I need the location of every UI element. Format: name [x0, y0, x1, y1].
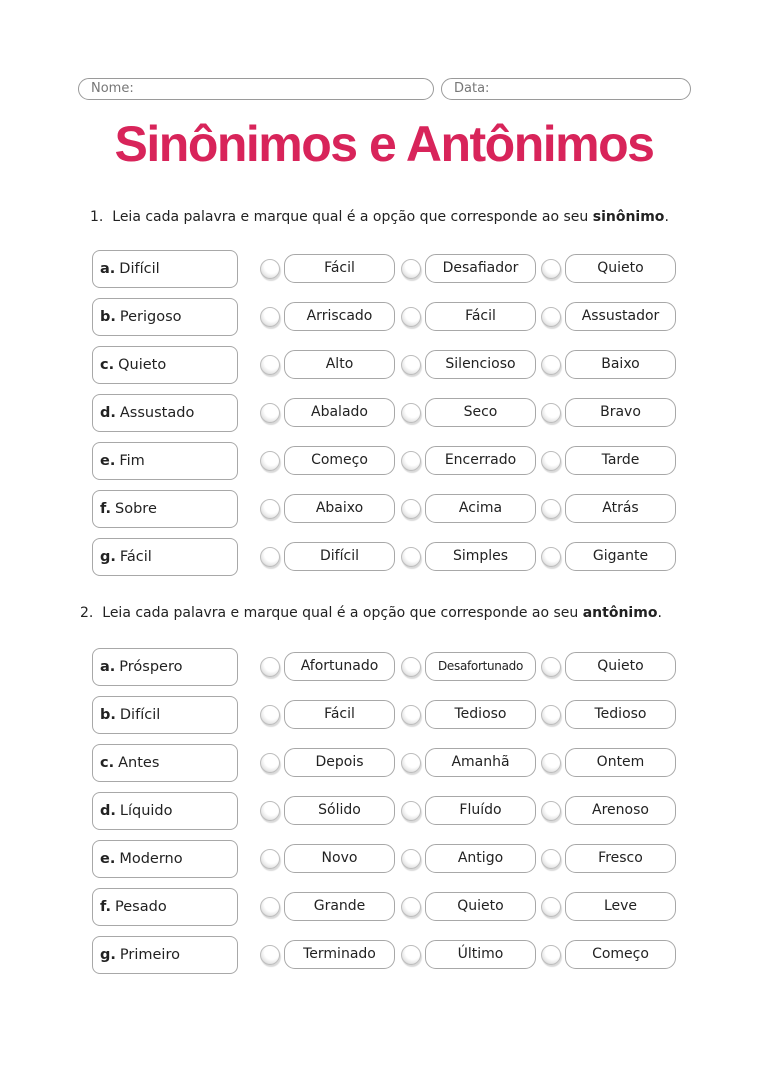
item-letter: d.	[100, 803, 116, 819]
radio-option-3[interactable]	[541, 307, 561, 327]
radio-option-1[interactable]	[260, 945, 280, 965]
item-word: Fim	[119, 453, 145, 469]
item-word: Líquido	[119, 803, 173, 819]
option-1[interactable]: Sólido	[284, 796, 395, 825]
item-letter: g.	[100, 549, 116, 565]
radio-option-1[interactable]	[260, 355, 280, 375]
radio-option-1[interactable]	[260, 705, 280, 725]
radio-option-2[interactable]	[401, 801, 421, 821]
radio-option-3[interactable]	[541, 849, 561, 869]
word-box	[92, 936, 238, 974]
item-letter: f.	[100, 501, 112, 517]
question-row	[0, 792, 768, 840]
item-word: Fácil	[119, 549, 152, 565]
word-box	[92, 442, 238, 480]
item-letter: a.	[100, 261, 116, 277]
option-2[interactable]: Último	[425, 940, 536, 969]
option-3[interactable]: Ontem	[565, 748, 676, 777]
radio-option-2[interactable]	[401, 307, 421, 327]
option-2[interactable]: Amanhã	[425, 748, 536, 777]
option-3[interactable]: Atrás	[565, 494, 676, 523]
radio-option-3[interactable]	[541, 499, 561, 519]
page-title: Sinônimos e Antônimos	[114, 116, 654, 172]
option-2[interactable]: Acima	[425, 494, 536, 523]
radio-option-1[interactable]	[260, 307, 280, 327]
instruction-keyword: antônimo	[582, 605, 658, 621]
option-3[interactable]: Baixo	[565, 350, 676, 379]
item-word: Antes	[118, 755, 160, 771]
question-row	[0, 696, 768, 744]
radio-option-2[interactable]	[401, 945, 421, 965]
word-box	[92, 298, 238, 336]
radio-option-2[interactable]	[401, 657, 421, 677]
radio-option-3[interactable]	[541, 945, 561, 965]
item-word: Assustado	[119, 405, 195, 421]
option-2[interactable]: Antigo	[425, 844, 536, 873]
item-word: Difícil	[119, 707, 161, 723]
name-label: Nome:	[91, 81, 134, 96]
option-3[interactable]: Leve	[565, 892, 676, 921]
option-1[interactable]: Grande	[284, 892, 395, 921]
item-letter: a.	[100, 659, 116, 675]
radio-option-1[interactable]	[260, 403, 280, 423]
instruction-end: .	[664, 209, 669, 225]
item-letter: b.	[100, 309, 116, 325]
option-1[interactable]: Terminado	[284, 940, 395, 969]
question-row	[0, 490, 768, 538]
item-word: Sobre	[115, 501, 157, 517]
option-2[interactable]: Fácil	[425, 302, 536, 331]
word-box	[92, 696, 238, 734]
question-row	[0, 840, 768, 888]
option-2[interactable]: Silencioso	[425, 350, 536, 379]
radio-option-2[interactable]	[401, 547, 421, 567]
word-box	[92, 394, 238, 432]
item-word: Moderno	[119, 851, 183, 867]
option-1[interactable]: Começo	[284, 446, 395, 475]
option-3[interactable]: Fresco	[565, 844, 676, 873]
option-1[interactable]: Abaixo	[284, 494, 395, 523]
radio-option-1[interactable]	[260, 753, 280, 773]
instruction-synonyms	[0, 208, 768, 226]
item-word: Próspero	[119, 659, 183, 675]
option-3[interactable]: Arenoso	[565, 796, 676, 825]
radio-option-1[interactable]	[260, 547, 280, 567]
radio-option-2[interactable]	[401, 753, 421, 773]
question-row	[0, 538, 768, 586]
option-3[interactable]: Quieto	[565, 652, 676, 681]
synonyms-section	[0, 250, 768, 586]
word-box	[92, 648, 238, 686]
radio-option-3[interactable]	[541, 801, 561, 821]
item-letter: d.	[100, 405, 116, 421]
radio-option-1[interactable]	[260, 849, 280, 869]
radio-option-1[interactable]	[260, 801, 280, 821]
radio-option-3[interactable]	[541, 259, 561, 279]
option-1[interactable]: Abalado	[284, 398, 395, 427]
item-word: Pesado	[115, 899, 167, 915]
option-2[interactable]: Quieto	[425, 892, 536, 921]
radio-option-2[interactable]	[401, 451, 421, 471]
option-3[interactable]: Começo	[565, 940, 676, 969]
radio-option-1[interactable]	[260, 259, 280, 279]
question-row	[0, 250, 768, 298]
radio-option-2[interactable]	[401, 259, 421, 279]
radio-option-2[interactable]	[401, 897, 421, 917]
radio-option-2[interactable]	[401, 499, 421, 519]
word-box	[92, 538, 238, 576]
option-2[interactable]: Encerrado	[425, 446, 536, 475]
question-row	[0, 648, 768, 696]
radio-option-1[interactable]	[260, 499, 280, 519]
instruction-text: Leia cada palavra e marque qual é a opção que corresponde ao seu	[102, 605, 583, 621]
option-2[interactable]: Fluído	[425, 796, 536, 825]
option-3[interactable]: Quieto	[565, 254, 676, 283]
instruction-end: .	[657, 605, 662, 621]
radio-option-1[interactable]	[260, 451, 280, 471]
question-row	[0, 744, 768, 792]
question-row	[0, 298, 768, 346]
item-letter: g.	[100, 947, 116, 963]
antonyms-section	[0, 648, 768, 984]
item-letter: b.	[100, 707, 116, 723]
radio-option-1[interactable]	[260, 657, 280, 677]
option-1[interactable]: Afortunado	[284, 652, 395, 681]
date-label: Data:	[454, 81, 490, 96]
date-field[interactable]	[441, 78, 691, 100]
question-row	[0, 346, 768, 394]
item-letter: c.	[100, 755, 115, 771]
option-1[interactable]: Fácil	[284, 700, 395, 729]
question-row	[0, 888, 768, 936]
word-box	[92, 840, 238, 878]
radio-option-2[interactable]	[401, 355, 421, 375]
question-row	[0, 936, 768, 984]
radio-option-3[interactable]	[541, 403, 561, 423]
radio-option-3[interactable]	[541, 705, 561, 725]
option-1[interactable]: Depois	[284, 748, 395, 777]
item-word: Perigoso	[119, 309, 182, 325]
radio-option-2[interactable]	[401, 705, 421, 725]
word-box	[92, 250, 238, 288]
option-3[interactable]: Tarde	[565, 446, 676, 475]
radio-option-3[interactable]	[541, 753, 561, 773]
radio-option-3[interactable]	[541, 547, 561, 567]
radio-option-1[interactable]	[260, 897, 280, 917]
option-2[interactable]: Tedioso	[425, 700, 536, 729]
word-box	[92, 792, 238, 830]
option-2[interactable]: Simples	[425, 542, 536, 571]
word-box	[92, 744, 238, 782]
radio-option-3[interactable]	[541, 897, 561, 917]
item-letter: e.	[100, 453, 116, 469]
option-2[interactable]: Desafiador	[425, 254, 536, 283]
option-1[interactable]: Alto	[284, 350, 395, 379]
radio-option-2[interactable]	[401, 403, 421, 423]
item-letter: f.	[100, 899, 112, 915]
question-number: 1.	[90, 209, 104, 225]
item-word: Primeiro	[119, 947, 180, 963]
item-word: Quieto	[118, 357, 167, 373]
item-word: Difícil	[119, 261, 160, 277]
instruction-antonyms	[0, 604, 768, 622]
word-box	[92, 490, 238, 528]
instruction-text: Leia cada palavra e marque qual é a opção que corresponde ao seu	[112, 209, 593, 225]
option-1[interactable]: Novo	[284, 844, 395, 873]
radio-option-3[interactable]	[541, 657, 561, 677]
option-2[interactable]: Seco	[425, 398, 536, 427]
question-row	[0, 442, 768, 490]
word-box	[92, 346, 238, 384]
name-field[interactable]	[78, 78, 434, 100]
option-2[interactable]: Desafortunado	[425, 652, 536, 681]
option-1[interactable]: Arriscado	[284, 302, 395, 331]
option-3[interactable]: Bravo	[565, 398, 676, 427]
option-1[interactable]: Difícil	[284, 542, 395, 571]
option-1[interactable]: Fácil	[284, 254, 395, 283]
option-3[interactable]: Assustador	[565, 302, 676, 331]
instruction-keyword: sinônimo	[592, 209, 665, 225]
radio-option-3[interactable]	[541, 355, 561, 375]
option-3[interactable]: Tedioso	[565, 700, 676, 729]
word-box	[92, 888, 238, 926]
question-row	[0, 394, 768, 442]
radio-option-3[interactable]	[541, 451, 561, 471]
option-3[interactable]: Gigante	[565, 542, 676, 571]
radio-option-2[interactable]	[401, 849, 421, 869]
item-letter: c.	[100, 357, 115, 373]
question-number: 2.	[80, 605, 94, 621]
item-letter: e.	[100, 851, 116, 867]
